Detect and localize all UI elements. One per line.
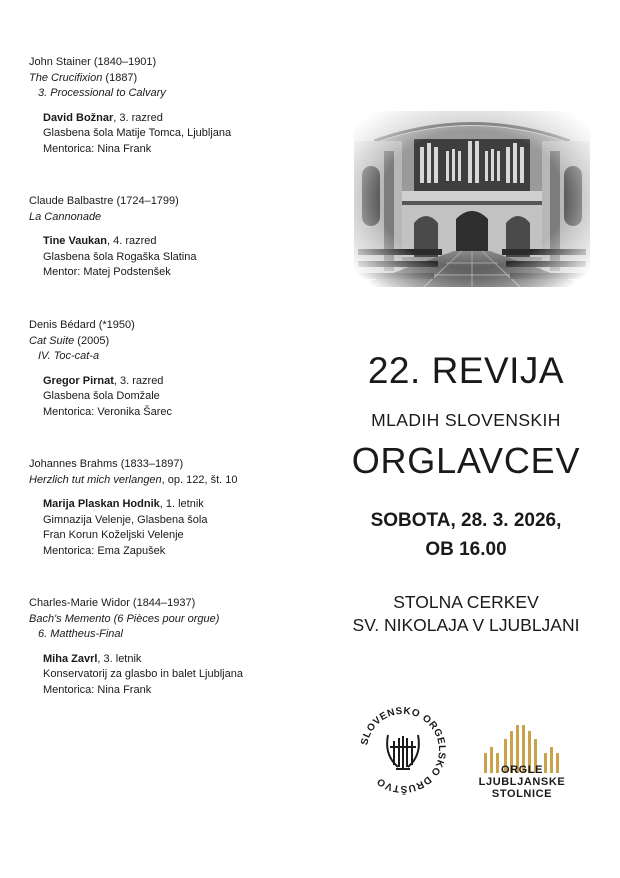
- event-title-line-3: ORGLAVCEV: [351, 440, 581, 481]
- event-venue-line-1: STOLNA CERKEV: [393, 592, 539, 612]
- church-organ-interior-photo: [354, 111, 590, 287]
- composer: John Stainer (1840–1901): [29, 56, 157, 68]
- event-venue-line-2: SV. NIKOLAJA V LJUBLJANI: [352, 615, 580, 635]
- program-item-3: [29, 318, 339, 421]
- school: Glasbena šola Rogaška Slatina: [43, 250, 197, 263]
- event-date-line-1: SOBOTA, 28. 3. 2026,: [370, 510, 562, 531]
- event-title-line-2: MLADIH SLOVENSKIH: [371, 410, 561, 430]
- slovensko-orgelsko-drustvo-logo: [358, 705, 448, 795]
- school: Gimnazija Velenje, Glasbena šola: [43, 513, 208, 526]
- performer-name: Marija Plaskan Hodnik: [43, 498, 160, 511]
- event-title-line-1: 22. REVIJA: [367, 350, 565, 391]
- performer-block: [29, 497, 339, 559]
- composer: Johannes Brahms (1833–1897): [29, 458, 184, 470]
- work-title: The Crucifixion: [29, 71, 103, 84]
- composer: Charles-Marie Widor (1844–1937): [29, 597, 196, 609]
- performer-grade: , 3. razred: [113, 374, 164, 387]
- orgle-logo-line-3: STOLNICE: [491, 788, 553, 800]
- work-suffix: , op. 122, št. 10: [161, 473, 238, 486]
- work-title: Bach's Memento (6 Pièces pour orgue): [29, 612, 220, 625]
- work-suffix: (1887): [102, 71, 138, 84]
- performer-block: [29, 652, 339, 699]
- orgle-logo-line-1: ORGLE: [500, 764, 544, 776]
- movement: IV. Toc-cat-a: [38, 350, 100, 363]
- movement: 6. Mattheus-Final: [38, 628, 123, 641]
- mentor: Mentorica: Nina Frank: [43, 683, 152, 696]
- mentor: Mentorica: Veronika Šarec: [43, 405, 173, 418]
- program-item-2: [29, 194, 339, 281]
- movement: 3. Processional to Calvary: [38, 87, 166, 100]
- school-line-2: Fran Korun Koželjski Velenje: [43, 529, 184, 542]
- mentor: Mentorica: Ema Zapušek: [43, 544, 166, 557]
- work-title: La Cannonade: [29, 210, 102, 223]
- program-item-4: [29, 457, 339, 560]
- program-item-5: [29, 596, 339, 699]
- lyre-organ-pipes-icon: [387, 735, 419, 769]
- program-item-1: [29, 55, 339, 158]
- mentor: Mentor: Matej Podstenšek: [43, 266, 171, 279]
- work-title: Cat Suite: [29, 334, 75, 347]
- performer-name: Gregor Pirnat: [43, 374, 114, 387]
- performer-block: [29, 234, 339, 281]
- mentor: Mentorica: Nina Frank: [43, 142, 152, 155]
- performer-name: Miha Zavrl: [43, 652, 98, 665]
- performer-grade: , 3. letnik: [97, 652, 142, 665]
- work-suffix: (2005): [74, 334, 110, 347]
- performer-grade: , 3. razred: [113, 111, 163, 124]
- performer-grade: , 4. razred: [107, 235, 157, 248]
- performer-block: [29, 111, 339, 158]
- school: Konservatorij za glasbo in balet Ljubljana: [43, 668, 243, 681]
- event-date-line-2: OB 16.00: [425, 539, 507, 560]
- orgle-logo-line-2: LJUBLJANSKE: [478, 776, 566, 788]
- school: Glasbena šola Domžale: [43, 390, 160, 403]
- performer-name: Tine Vaukan: [43, 235, 107, 248]
- svg-text:SLOVENSKO ORGELSKO DRUŠTVO: SLOVENSKO ORGELSKO DRUŠTVO: [359, 705, 448, 795]
- performer-name: David Božnar: [43, 111, 114, 124]
- school: Glasbena šola Matije Tomca, Ljubljana: [43, 127, 232, 140]
- composer: Denis Bédard (*1950): [29, 319, 135, 331]
- performer-block: [29, 374, 339, 421]
- work-title: Herzlich tut mich verlangen: [29, 473, 162, 486]
- performer-grade: , 1. letnik: [159, 498, 204, 511]
- composer: Claude Balbastre (1724–1799): [29, 195, 179, 207]
